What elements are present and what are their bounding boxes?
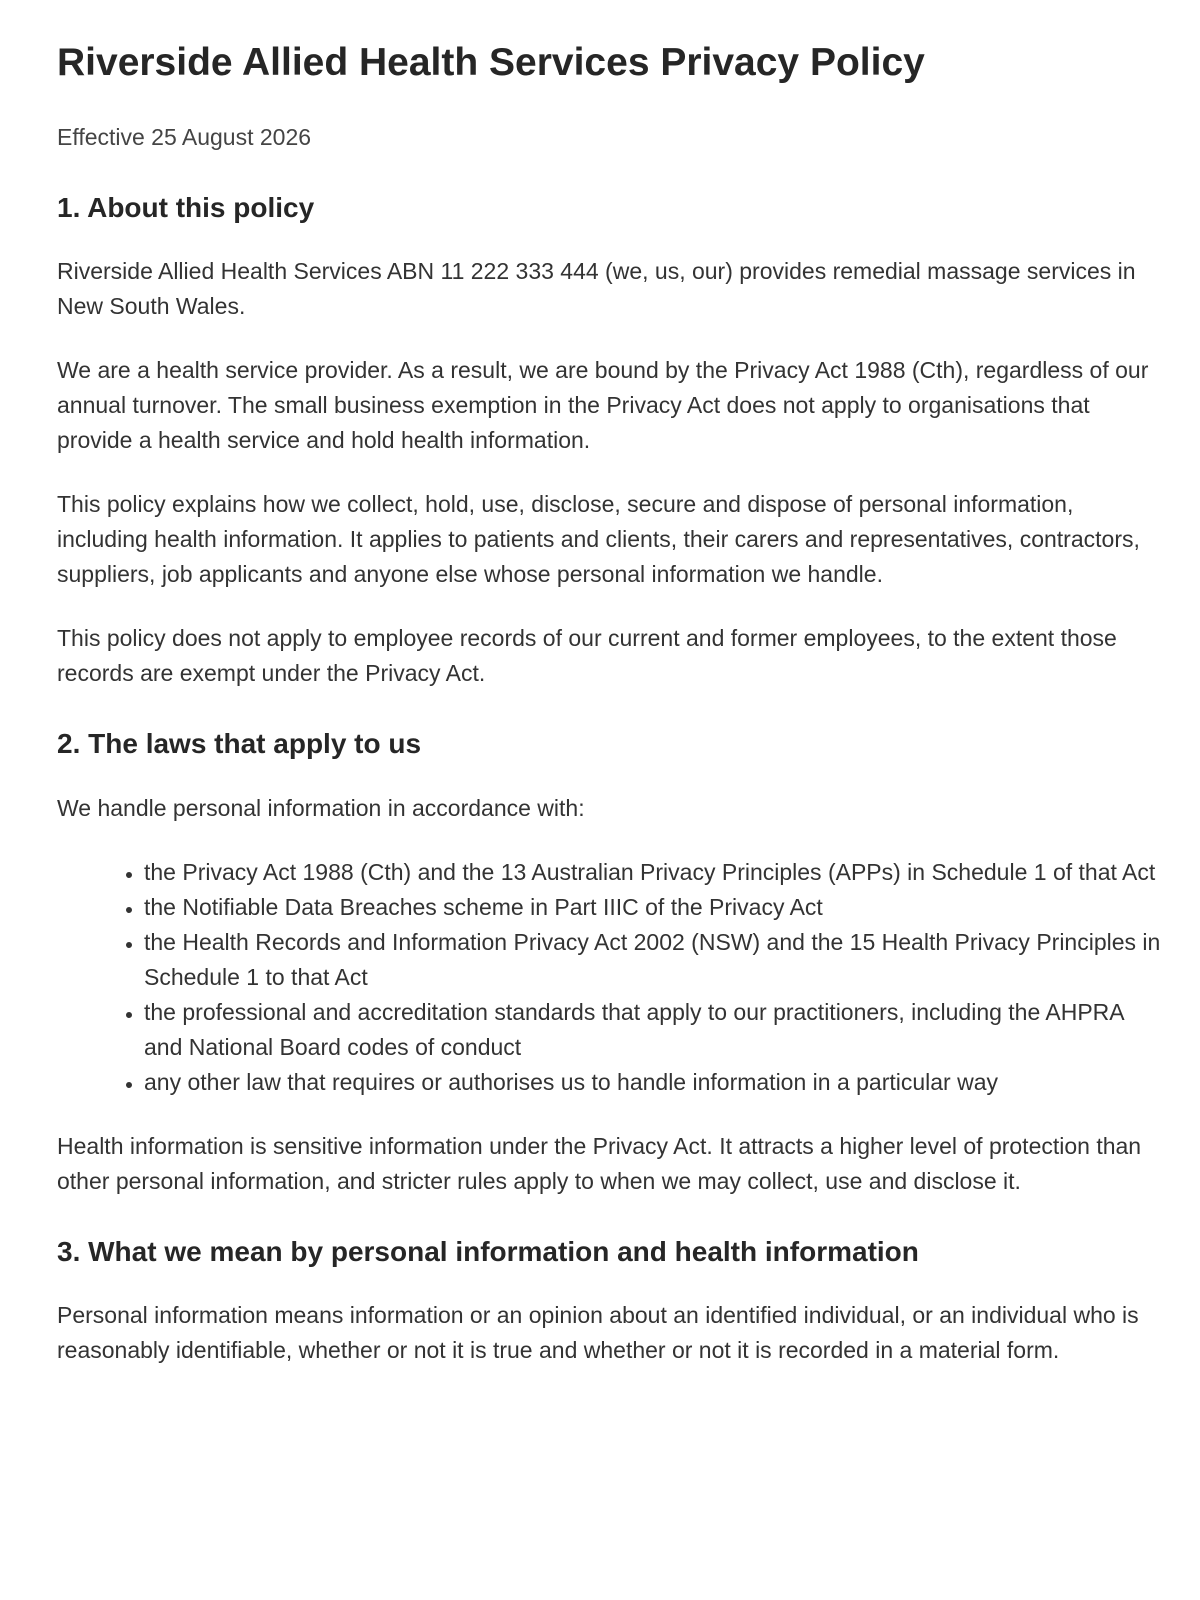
paragraph: This policy does not apply to employee records of our current and former employees, to the extent those records are exempt under the Privacy Act. xyxy=(57,625,1117,687)
section-heading: 3. What we mean by personal information and health information xyxy=(57,1235,919,1267)
paragraph: Health information is sensitive information under the Privacy Act. It attracts a higher level of protection than other personal information, and stricter rules apply to when we may collect, use and disclose it. xyxy=(57,1132,1142,1194)
paragraph: This policy explains how we collect, hold, use, disclose, secure and dispose of personal information, including health information. It applies to patients and clients, their carers and representatives, contractors, suppliers, job applicants and anyone else whose personal information we handle. xyxy=(57,491,1140,588)
section-heading: 2. The laws that apply to us xyxy=(57,728,422,760)
list-item: • the Notifiable Data Breaches scheme in Part IIIC of the Privacy Act xyxy=(144,890,1168,925)
list-item: • the professional and accreditation standards that apply to our practitioners, including the AHPRA and National Board codes of conduct xyxy=(144,995,1168,1065)
paragraph: Personal information means information or an opinion about an identified individual, or an individual who is reasonably identifiable, whether or not it is true and whether or not it is recorded in a material form. xyxy=(57,1302,1139,1364)
section-heading: 1. About this policy xyxy=(57,191,315,223)
document-title: Riverside Allied Health Services Privacy Policy xyxy=(57,41,925,84)
paragraph: We handle personal information in accordance with: xyxy=(57,794,585,821)
section-definitions xyxy=(57,1235,1168,1369)
list-item: • the Health Records and Information Privacy Act 2002 (NSW) and the 15 Health Privacy Principles in Schedule 1 to that Act xyxy=(144,925,1168,995)
paragraph: Riverside Allied Health Services ABN 11 222 333 444 (we, us, our) provides remedial massage services in New South Wales. xyxy=(57,258,1136,320)
section-laws-that-apply xyxy=(57,727,1168,1199)
effective-date: Effective 25 August 2026 xyxy=(57,123,312,150)
laws-list xyxy=(57,855,1168,1100)
section-about-this-policy xyxy=(57,191,1168,692)
paragraph: We are a health service provider. As a result, we are bound by the Privacy Act 1988 (Cth), regardless of our annual turnover. The small business exemption in the Privacy Act does not apply to organisations that provide a health service and hold health information. xyxy=(57,357,1149,454)
list-item: • any other law that requires or authorises us to handle information in a particular way xyxy=(144,1065,1168,1100)
list-item: • the Privacy Act 1988 (Cth) and the 13 Australian Privacy Principles (APPs) in Schedule 1 of that Act xyxy=(144,855,1168,890)
